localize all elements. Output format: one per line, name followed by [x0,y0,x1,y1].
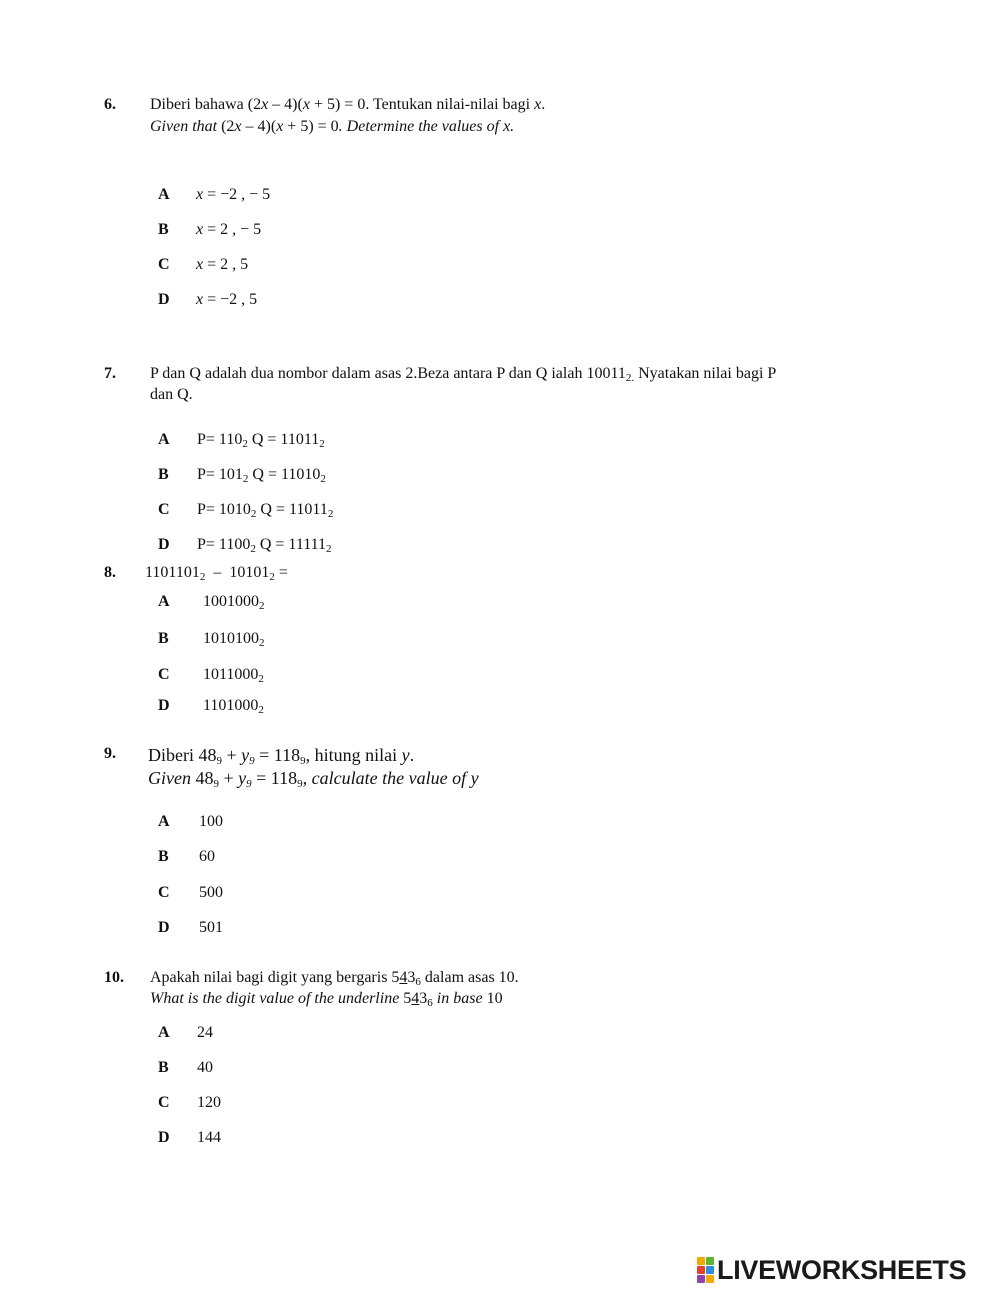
question-7-number: 7. [104,365,116,382]
liveworksheets-logo-text: LIVEWORKSHEETS [717,1254,967,1285]
option-label: D [158,697,170,714]
liveworksheets-logo [697,1255,966,1285]
option-label: C [158,1094,170,1111]
option-label: A [158,431,170,448]
question-9-option-d[interactable]: D 501 [158,919,223,936]
question-9-option-b[interactable]: B 60 [158,848,215,865]
option-label: C [158,501,170,518]
question-10-number: 10. [104,969,124,986]
question-6-text-english: Given that (2x – 4)(x + 5) = 0. Determine the values of x. [150,118,515,135]
question-7-option-b[interactable]: B $P= 101_2$ $Q = 11010_2$ [158,466,326,485]
option-label: D [158,291,170,308]
option-label: D [158,919,170,936]
option-label: A [158,186,170,203]
option-label: B [158,630,169,647]
question-8-option-b[interactable]: B $1010100_2$ [158,630,265,649]
question-8-option-a[interactable]: A $1001000_2$ [158,593,265,612]
question-9-option-c[interactable]: C 500 [158,884,223,901]
option-label: D [158,1129,170,1146]
question-7-option-d[interactable]: D $P= 1100_2$ $Q = 11111_2$ [158,536,332,555]
question-9-option-a[interactable]: A 100 [158,813,223,830]
question-8-number: 8. [104,564,116,581]
liveworksheets-logo-icon [697,1257,714,1283]
question-10-text-english: What is the digit value of the underline $543_6$ in base 10 [150,990,503,1009]
option-label: B [158,466,169,483]
question-6-option-a[interactable]: A x = −2 , − 5 [158,186,271,203]
question-10-text-malay: Apakah nilai bagi digit yang bergaris $543_6$ dalam asas 10. [150,969,519,988]
question-7-text-line1: P dan Q adalah dua nombor dalam asas 2.Beza antara P dan Q ialah $10011_{2.}$ Nyatakan nilai bagi P [150,365,777,384]
question-8-option-d[interactable]: D $1101000_2$ [158,697,264,716]
question-6-option-b[interactable]: B x = 2 , − 5 [158,221,262,238]
option-label: A [158,593,170,610]
question-10-option-a[interactable]: A 24 [158,1024,213,1041]
question-10-option-b[interactable]: B 40 [158,1059,213,1076]
question-7-text-line2: dan Q. [150,386,193,403]
question-8-expression: $1101101_2 - 10101_2$ = [145,564,288,583]
question-10-option-c[interactable]: C 120 [158,1094,221,1111]
option-label: C [158,884,170,901]
option-label: D [158,536,170,553]
question-9-text-english: Given $48_9 + y_9 = 118_9$, calculate the value of y [148,768,479,790]
question-7-option-a[interactable]: A $P= 110_2$ $Q = 11011_2$ [158,431,325,450]
question-8-option-c[interactable]: C $1011000_2$ [158,666,264,685]
option-label: B [158,221,169,238]
option-label: B [158,1059,169,1076]
question-6-number: 6. [104,96,116,113]
option-label: C [158,666,170,683]
question-7-option-c[interactable]: C $P= 1010_2$ $Q = 11011_2$ [158,501,334,520]
option-label: B [158,848,169,865]
question-9-number: 9. [104,745,116,762]
option-label: A [158,813,170,830]
question-6-option-d[interactable]: D x = −2 , 5 [158,291,258,308]
option-label: A [158,1024,170,1041]
question-6-text-malay: Diberi bahawa (2x – 4)(x + 5) = 0. Tentukan nilai-nilai bagi x. [150,96,546,113]
question-10-option-d[interactable]: D 144 [158,1129,221,1146]
question-9-text-malay: Diberi $48_9 + y_9 = 118_9$, hitung nilai y. [148,745,415,767]
option-label: C [158,256,170,273]
question-6-option-c[interactable]: C x = 2 , 5 [158,256,249,273]
